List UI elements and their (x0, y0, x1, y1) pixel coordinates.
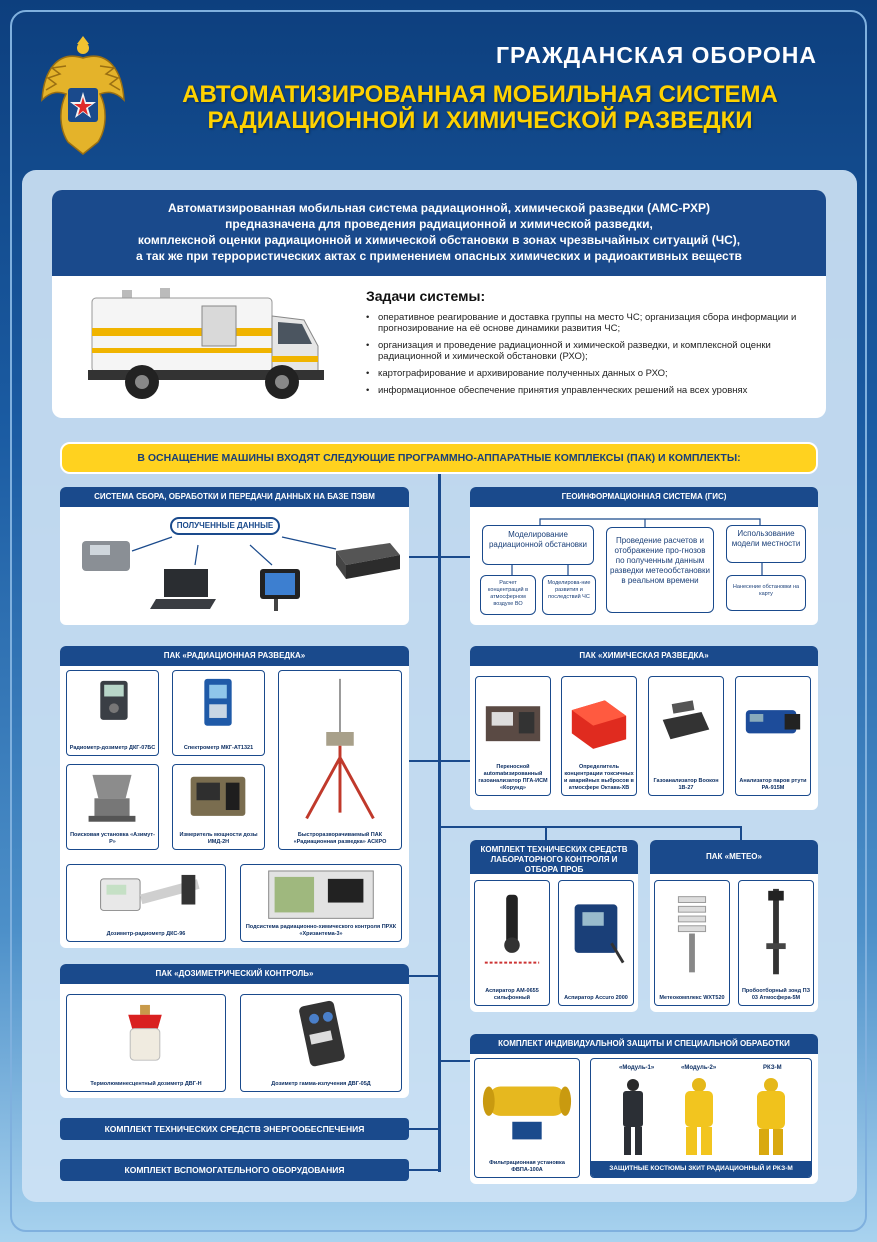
suits-caption: ЗАЩИТНЫЕ КОСТЮМЫ ЗКИТ РАДИАЦИОННЫЙ И РКЗ-М (591, 1161, 811, 1177)
accuro-caption: Аспиратор Accuro 2000 (564, 995, 628, 1001)
meteo-title: ПАК «МЕТЕО» (650, 840, 818, 874)
gis-modeling-dev-box (542, 575, 596, 615)
suit3-icon (757, 1078, 785, 1155)
askro-tripod-icon (283, 675, 397, 822)
askro-caption: Быстроразворачиваемый ПАК «Радиационная разведка» АСКРО (293, 832, 387, 845)
am0655-icon (479, 885, 545, 980)
dose-meter-caption: Измеритель мощности дозы ИМД-2Н (179, 832, 258, 845)
prhk-card (240, 864, 402, 942)
lab-title: КОМПЛЕКТ ТЕХНИЧЕСКИХ СРЕДСТВ ЛАБОРАТОРНОГО КОНТРОЛЯ И ОТБОРА ПРОБ (470, 840, 638, 874)
data-system-box (60, 487, 409, 625)
radiation-title: ПАК «РАДИАЦИОННАЯ РАЗВЕДКА» (60, 646, 409, 666)
gis-map-plot-label: Нанесение обстановки на карту (732, 584, 800, 597)
tablet-icon (260, 569, 300, 611)
task-item: • организация и проведение радиационной и химической разведки, и комплексной оценки радиационной и химической обстановки (РХО); (364, 340, 814, 362)
data-flow-diagram (60, 507, 409, 625)
connector-line (545, 826, 547, 840)
radiometer-card (66, 670, 159, 756)
ra915m-card (735, 676, 811, 796)
gis-modeling-label: Моделирование радиационной обстановки (488, 530, 587, 549)
am0655-card (474, 880, 550, 1006)
connector-line (440, 826, 742, 828)
suit2-label: «Модуль-2» (681, 1065, 717, 1071)
askro-card (278, 670, 402, 850)
dvg-n-icon (71, 999, 221, 1068)
intro-line4: а так же при террористических актах с применением опасных химических и радиоактивных веществ (136, 249, 742, 263)
accuro-card (558, 880, 634, 1006)
azimut-icon (71, 769, 154, 826)
intro-description (52, 190, 826, 276)
radiometer-caption: Радиометр-дозиметр ДКГ-07БС (69, 745, 156, 751)
gis-title: ГЕОИНФОРМАЦИОННАЯ СИСТЕМА (ГИС) (470, 487, 818, 507)
intro-line3: комплексной оценки радиационной и химической обстановки в зонах чрезвычайных ситуаций (ЧС), (137, 233, 741, 247)
spectrometer-icon (177, 675, 260, 732)
suit1-icon (623, 1079, 643, 1155)
intro-line1: Автоматизированная мобильная система радиационной, химической разведки (АМС-РХР) (168, 201, 710, 215)
truck-image (82, 286, 342, 404)
dvg-05d-icon (245, 999, 397, 1068)
chemical-box (470, 646, 818, 810)
dose-meter-card (172, 764, 265, 850)
wxt520-caption: Метеокомплекс WXT520 (659, 995, 725, 1001)
connector-line (438, 474, 441, 1172)
task-item: • информационное обеспечение принятия управленческих решений на всех уровнях (364, 385, 814, 396)
meteo-box (650, 840, 818, 1012)
dosimetric-box (60, 964, 409, 1098)
connector-line (408, 975, 440, 977)
filter-unit-icon (479, 1063, 575, 1153)
korund-card (475, 676, 551, 796)
gis-terrain-label: Использование модели местности (731, 529, 801, 548)
suits-card (590, 1058, 812, 1178)
mchs-eagle-emblem-icon (38, 30, 128, 156)
intro-section (52, 190, 826, 418)
wxt520-icon (659, 885, 725, 980)
laptop-icon (150, 569, 216, 609)
protection-box (470, 1034, 818, 1184)
connector-line (440, 1060, 470, 1062)
dvg-n-caption: Термолюминесцентный дозиметр ДВГ-Н (90, 1081, 202, 1087)
protective-suits-icon (591, 1075, 812, 1159)
am0655-caption: Аспиратор АМ-0655 сильфонный (485, 988, 539, 1001)
lab-box (470, 840, 638, 1012)
dvg-05d-caption: Дозиметр гамма-излучения ДВГ-05Д (271, 1081, 371, 1087)
connector-line (408, 760, 470, 762)
gis-calc-display-label: Проведение расчетов и отображение про-гнозов по полученным данным разведки метеообстановки в реальном времени (610, 536, 710, 585)
equipment-bar: В ОСНАЩЕНИЕ МАШИНЫ ВХОДЯТ СЛЕДУЮЩИЕ ПРОГРАММНО-АППАРАТНЫЕ КОМПЛЕКСЫ (ПАК) И КОМПЛЕКТЫ: (60, 442, 818, 474)
task-item: • оперативное реагирование и доставка группы на место ЧС; организация сбора информации и прогнозирование на её основе динамики развития ЧС; (364, 312, 814, 334)
probe-caption: Пробоотборный зонд ПЗ 03 Атмосфера-5М (741, 988, 811, 1001)
vookon-card (648, 676, 724, 796)
spectrometer-card (172, 670, 265, 756)
probe-icon (743, 885, 809, 980)
prhk-cabinet-icon (245, 869, 397, 920)
spectrometer-caption: Спектрометр МКГ-АТ1321 (183, 745, 254, 751)
radiometer-icon (71, 675, 154, 732)
task-item: • картографирование и архивирование полученных данных о РХО; (364, 368, 814, 379)
vookon-icon (653, 681, 719, 770)
suit3-label: РКЗ-М (763, 1065, 782, 1071)
vookon-caption: Газоанализатор Воокон 1В-27 (653, 778, 719, 791)
filter-unit-caption: Фильтрационная установка ФВПА-100А (489, 1160, 565, 1173)
connector-line (408, 556, 470, 558)
tasks-list (364, 312, 814, 402)
accuro-icon (563, 885, 629, 980)
korund-icon (480, 681, 546, 770)
prhk-caption: Подсистема радиационно-химического контроля ПРХК «Хризантема-3» (245, 924, 397, 937)
dosimetric-title: ПАК «ДОЗИМЕТРИЧЕСКИЙ КОНТРОЛЬ» (60, 964, 409, 984)
tasks-title: Задачи системы: (366, 288, 486, 304)
ra915m-caption: Анализатор паров ртути РА-915М (739, 778, 807, 791)
data-system-title: СИСТЕМА СБОРА, ОБРАБОТКИ И ПЕРЕДАЧИ ДАННЫХ НА БАЗЕ ПЭВМ (60, 487, 409, 507)
gis-map-plot-box (726, 575, 806, 611)
poster-title-line2: РАДИАЦИОННОЙ И ХИМИЧЕСКОЙ РАЗВЕДКИ (207, 107, 753, 134)
section-title: ГРАЖДАНСКАЯ ОБОРОНА (496, 42, 817, 68)
radiation-box (60, 646, 409, 948)
handheld-device-icon (82, 541, 130, 571)
gis-calc-display-box (606, 527, 714, 613)
energy-kit-bar: КОМПЛЕКТ ТЕХНИЧЕСКИХ СРЕДСТВ ЭНЕРГООБЕСПЕЧЕНИЯ (60, 1118, 409, 1140)
dks96-caption: Дозиметр-радиометр ДКС-96 (106, 931, 186, 937)
intro-line2: предназначена для проведения радиационной и химической разведки, (225, 217, 653, 231)
connector-line (408, 1169, 440, 1171)
dks96-icon (71, 869, 221, 920)
gis-modeling-box (482, 525, 594, 565)
filter-unit-card (474, 1058, 580, 1178)
gis-calc-conc-label: Расчет концентраций в атмосферном воздухе ВО (487, 580, 529, 607)
auxiliary-kit-bar: КОМПЛЕКТ ВСПОМОГАТЕЛЬНОГО ОБОРУДОВАНИЯ (60, 1159, 409, 1181)
protection-title: КОМПЛЕКТ ИНДИВИДУАЛЬНОЙ ЗАЩИТЫ И СПЕЦИАЛЬНОЙ ОБРАБОТКИ (470, 1034, 818, 1054)
suit2-icon (685, 1078, 713, 1155)
poster-title-line1: АВТОМАТИЗИРОВАННАЯ МОБИЛЬНАЯ СИСТЕМА (182, 81, 778, 108)
connector-line (408, 1128, 440, 1130)
dvg-n-card (66, 994, 226, 1092)
gis-terrain-box (726, 525, 806, 563)
azimut-card (66, 764, 159, 850)
dks96-card (66, 864, 226, 942)
chemical-title: ПАК «ХИМИЧЕСКАЯ РАЗВЕДКА» (470, 646, 818, 666)
dvg-05d-card (240, 994, 402, 1092)
connector-line (740, 826, 742, 840)
korund-caption: Переносной automatизированный газоанализатор ПГА-ИСМ «Корунд» (478, 764, 548, 791)
gis-modeling-dev-label: Моделирова-ние развития и последствий ЧС (547, 580, 591, 600)
received-data-pill: ПОЛУЧЕННЫЕ ДАННЫЕ (170, 517, 280, 535)
probe-card (738, 880, 814, 1006)
poster-title (170, 82, 790, 134)
gis-calc-conc-box (480, 575, 536, 615)
suit1-label: «Модуль-1» (619, 1065, 655, 1071)
azimut-caption: Поисковая установка «Азимут-Р» (70, 832, 155, 845)
oktava-icon (566, 681, 632, 770)
gis-box (470, 487, 818, 625)
oktava-card (561, 676, 637, 796)
wxt520-card (654, 880, 730, 1006)
dose-meter-icon (177, 769, 260, 826)
oktava-caption: Определитель концентрации токсичных и аварийных выбросов в атмосфере Октава-ХВ (564, 764, 634, 791)
ra915m-icon (740, 681, 806, 770)
server-unit-icon (336, 543, 400, 579)
